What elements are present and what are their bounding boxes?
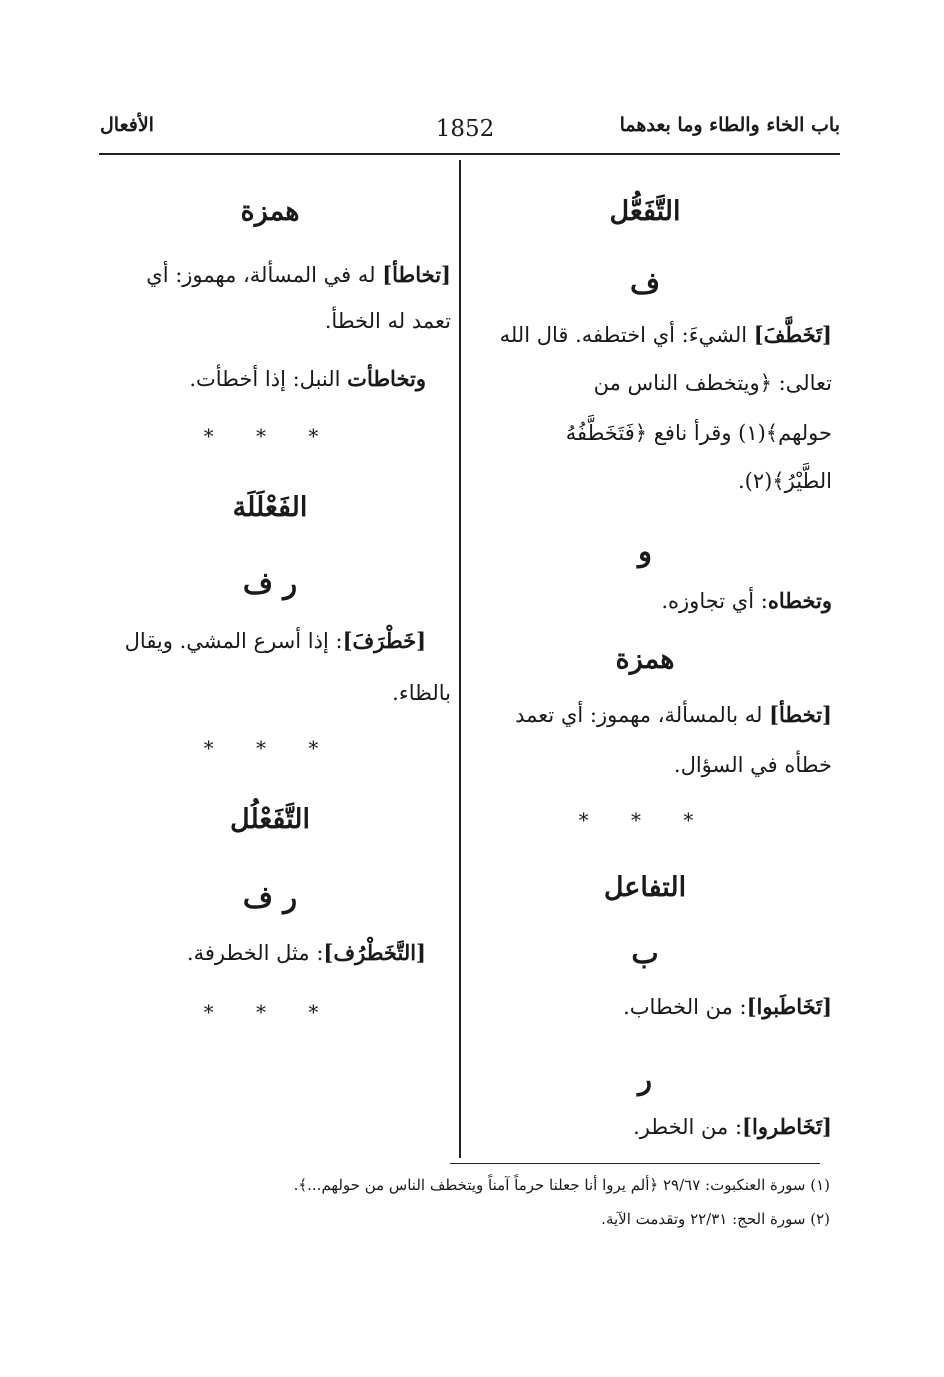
entry-khatrafa: [خَطْرَفَ]: إذا أسرع المشي. ويقال [124, 628, 426, 653]
letter-heading-waw: و [637, 534, 652, 568]
section-heading-tafaul-2: التفاعل [603, 872, 687, 903]
entry-line: تعمد له الخطأ. [324, 309, 451, 333]
running-header-right: باب الخاء والطاء وما بعدهما [619, 114, 840, 136]
entry-term: [تخطأ] [769, 702, 832, 727]
section-separator: * * * [203, 424, 337, 448]
entry-takhataru: [تَخَاطروا]: من الخطر. [633, 1114, 832, 1139]
entry-term: [تَخَاطَبوا] [746, 994, 832, 1019]
letter-heading-ba: ب [631, 936, 659, 970]
entry-takhataa: [تخاطأ] له في المسألة، مهموز: أي [146, 262, 451, 287]
letter-heading-fa: ف [629, 266, 661, 300]
entry-term: [تَخَاطروا] [742, 1114, 832, 1139]
entry-takhatta: [تخطأ] له بالمسألة، مهموز: أي تعمد [515, 702, 832, 727]
entry-takhataat: وتخاطأت النبل: إذا أخطأت. [189, 366, 426, 391]
header-rule [99, 153, 840, 155]
page-number: 1852 [435, 116, 495, 142]
letter-heading-ra-fa: ر ف [242, 880, 298, 914]
entry-term: [تخاطأ] [382, 262, 451, 287]
entry-term: وتخاطأت [347, 366, 426, 391]
entry-line: بالظاء. [392, 681, 451, 705]
entry-term: [خَطْرَفَ] [342, 628, 426, 653]
section-separator: * * * [578, 808, 712, 832]
entry-line: تعالى: ﴿ويتخطف الناس من [593, 371, 832, 395]
entry-takhatabu: [تَخَاطَبوا]: من الخطاب. [623, 994, 832, 1019]
letter-heading-ra: ر [637, 1062, 652, 1096]
entry-line: الطَّيْرُ﴾(٢). [737, 469, 832, 493]
section-separator: * * * [203, 1000, 337, 1024]
section-heading-falala: الفَعْلَلَة [232, 492, 308, 523]
entry-takhattafa: [تَخَطَّفَ] الشيءَ: أي اختطفه. قال الله [499, 322, 832, 347]
entry-line: خطأه في السؤال. [673, 753, 832, 777]
entry-term: [التَّخَطْرُف] [323, 940, 426, 965]
entry-takhatruf: [التَّخَطْرُف]: مثل الخطرفة. [186, 940, 426, 965]
footnote-2: (٢) سورة الحج: ٢٢/٣١ وتقدمت الآية. [601, 1210, 830, 1228]
running-header-left: الأفعال [100, 114, 154, 136]
footnote-1: (١) سورة العنكبوت: ٢٩/٦٧ ﴿ألم يروا أنا جعلنا حرماً آمناً ويتخطف الناس من حولهم...﴾. [293, 1176, 830, 1194]
letter-heading-ra-fa: ر ف [242, 566, 298, 600]
section-heading-tafalul: التَّفَعْلُل [230, 804, 310, 835]
entry-term: وتخطاه [767, 588, 832, 613]
column-divider [459, 160, 461, 1158]
section-separator: * * * [203, 736, 337, 760]
letter-heading-hamza: همزة [240, 196, 300, 227]
entry-line: حولهم﴾(١) وقرأ نافع ﴿فَتَخَطَّفُهُ [565, 421, 832, 445]
entry-takhattahu: وتخطاه: أي تجاوزه. [661, 588, 832, 613]
section-heading-tafaul: التَّفَعُّل [609, 196, 681, 227]
entry-term: [تَخَطَّفَ] [753, 322, 832, 347]
letter-heading-hamza: همزة [615, 644, 675, 675]
footnote-rule [450, 1163, 820, 1164]
